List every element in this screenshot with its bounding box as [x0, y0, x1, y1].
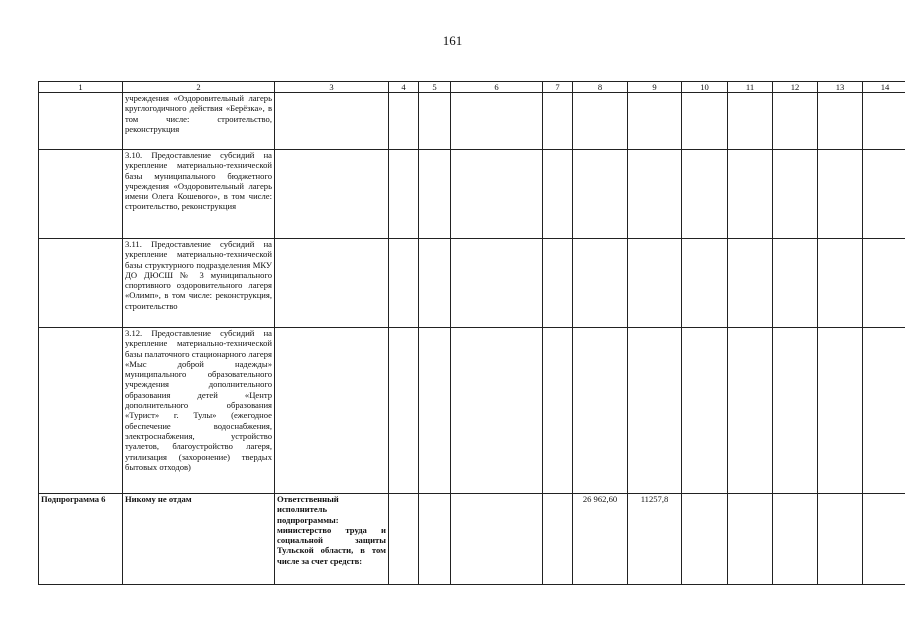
cell-empty — [543, 150, 573, 239]
cell-empty — [451, 328, 543, 494]
cell-empty — [543, 239, 573, 328]
cell-empty — [818, 93, 863, 150]
cell-empty — [682, 93, 728, 150]
table-row — [39, 150, 905, 239]
cell-empty — [773, 93, 818, 150]
cell-empty — [389, 328, 419, 494]
table-row — [39, 494, 905, 585]
column-header: 13 — [818, 82, 863, 93]
cell-empty — [451, 239, 543, 328]
cell-measure: 3.12. Предоставление субсидий на укрепление материально-технической базы палаточного стационарного лагеря «Мыс доброй надежды» муниципального образовательного учреждения дополнительного образования детей «Центр дополнительного образования «Турист» г. Тулы» (ежегодное обеспечение водоснабжения, электроснабжения, устройство туалетов, благоустройство лагеря, утилизация (захоронение) твердых бытовых отходов) — [123, 328, 275, 494]
cell-responsible — [275, 150, 389, 239]
program-table — [38, 81, 905, 585]
cell-empty — [818, 494, 863, 585]
cell-measure: 3.10. Предоставление субсидий на укрепление материально-технической базы муниципального бюджетного учреждения «Оздоровительный лагерь имени Олега Кошевого», в том числе: строительство, реконструкция — [123, 150, 275, 239]
cell-col1 — [39, 239, 123, 328]
column-header: 9 — [628, 82, 682, 93]
cell-empty — [451, 494, 543, 585]
cell-empty — [818, 328, 863, 494]
cell-empty — [863, 239, 905, 328]
cell-measure: учреждения «Оздоровительный лагерь круглогодичного действия «Берёзка», в том числе: строительство, реконструкция — [123, 93, 275, 150]
column-header: 2 — [123, 82, 275, 93]
table-row — [39, 239, 905, 328]
cell-empty — [728, 328, 773, 494]
cell-empty — [543, 494, 573, 585]
cell-empty — [773, 150, 818, 239]
cell-empty — [773, 239, 818, 328]
cell-empty — [682, 494, 728, 585]
page-number: 161 — [442, 33, 463, 48]
column-number-row — [39, 82, 905, 93]
cell-empty — [818, 150, 863, 239]
cell-empty — [682, 239, 728, 328]
cell-col8 — [573, 239, 628, 328]
cell-empty — [728, 93, 773, 150]
cell-empty — [451, 150, 543, 239]
cell-empty — [682, 328, 728, 494]
column-header: 6 — [451, 82, 543, 93]
cell-empty — [389, 239, 419, 328]
cell-col9 — [628, 150, 682, 239]
cell-empty — [728, 150, 773, 239]
cell-empty — [863, 328, 905, 494]
column-header: 11 — [728, 82, 773, 93]
cell-responsible — [275, 93, 389, 150]
cell-empty — [419, 150, 451, 239]
cell-empty — [451, 93, 543, 150]
cell-subprogram: Подпрограмма 6 — [39, 494, 123, 585]
cell-empty — [863, 93, 905, 150]
cell-col1 — [39, 93, 123, 150]
table-row — [39, 93, 905, 150]
cell-empty — [863, 494, 905, 585]
column-header: 7 — [543, 82, 573, 93]
cell-measure: 3.11. Предоставление субсидий на укрепление материально-технической базы структурного подразделения МКУ ДО ДЮСШ № 3 муниципального спортивного оздоровительного лагеря «Олимп», в том числе: реконструкция, строительство — [123, 239, 275, 328]
cell-responsible: Ответственный исполнитель подпрограммы: министерство труда и социальной защиты Тульской области, в том числе за счет средств: — [275, 494, 389, 585]
column-header: 10 — [682, 82, 728, 93]
cell-empty — [543, 328, 573, 494]
column-header: 14 — [863, 82, 905, 93]
cell-empty — [773, 494, 818, 585]
cell-empty — [389, 494, 419, 585]
column-header: 12 — [773, 82, 818, 93]
column-header: 3 — [275, 82, 389, 93]
cell-col9 — [628, 328, 682, 494]
cell-col8 — [573, 328, 628, 494]
cell-empty — [863, 150, 905, 239]
cell-col8: 26 962,60 — [573, 494, 628, 585]
column-header: 8 — [573, 82, 628, 93]
cell-responsible — [275, 239, 389, 328]
cell-empty — [543, 93, 573, 150]
cell-empty — [419, 328, 451, 494]
cell-responsible — [275, 328, 389, 494]
column-header: 5 — [419, 82, 451, 93]
cell-empty — [818, 239, 863, 328]
cell-empty — [389, 150, 419, 239]
cell-empty — [419, 239, 451, 328]
cell-col8 — [573, 150, 628, 239]
cell-col8 — [573, 93, 628, 150]
column-header: 1 — [39, 82, 123, 93]
column-header: 4 — [389, 82, 419, 93]
cell-col9 — [628, 93, 682, 150]
cell-empty — [728, 494, 773, 585]
cell-col1 — [39, 328, 123, 494]
cell-empty — [389, 93, 419, 150]
cell-col1 — [39, 150, 123, 239]
table-row — [39, 328, 905, 494]
cell-col9: 11257,8 — [628, 494, 682, 585]
cell-empty — [419, 494, 451, 585]
cell-empty — [419, 93, 451, 150]
cell-empty — [773, 328, 818, 494]
cell-col9 — [628, 239, 682, 328]
cell-measure: Никому не отдам — [123, 494, 275, 585]
cell-empty — [728, 239, 773, 328]
cell-empty — [682, 150, 728, 239]
